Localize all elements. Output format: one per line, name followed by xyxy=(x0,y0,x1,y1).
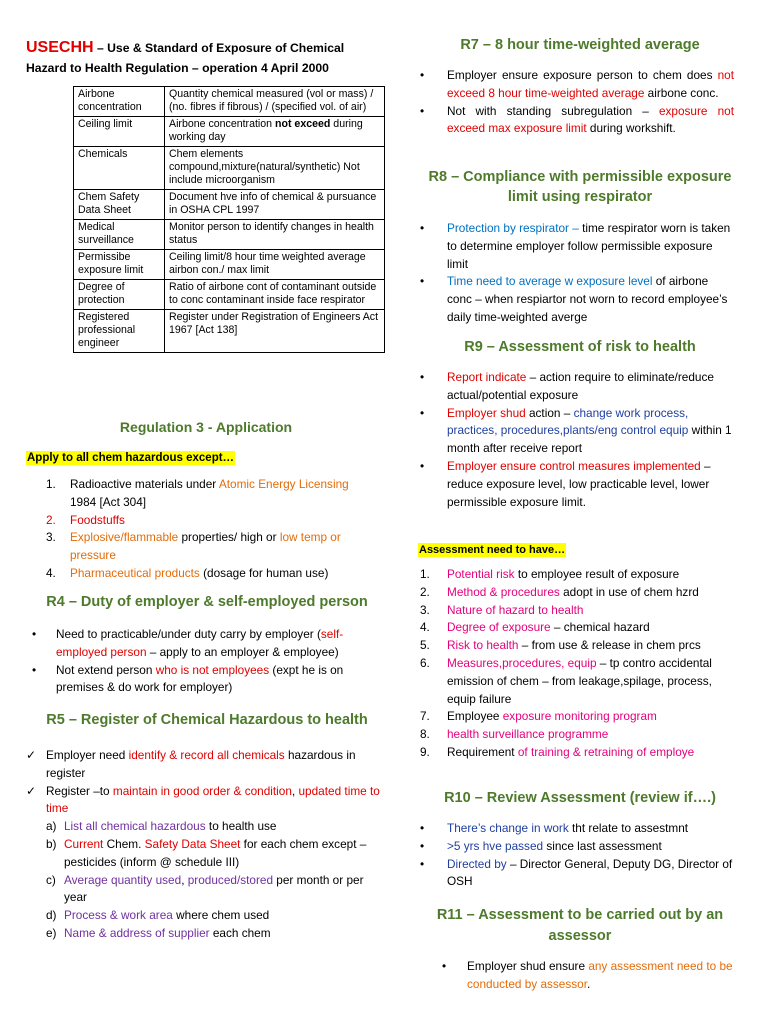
item-text: for each chem except – pesticides (inform @ schedule III) xyxy=(64,836,367,869)
bullet-icon: • xyxy=(420,274,425,289)
item-number: 7. xyxy=(420,709,430,724)
list-item xyxy=(26,565,388,583)
item-highlight: Pharmaceutical products xyxy=(70,565,200,580)
item-highlight: Atomic Energy Licensing xyxy=(218,477,349,491)
item-text: airbone conc. xyxy=(644,85,719,100)
item-highlight: Potential risk xyxy=(447,567,515,581)
item-marker: c) xyxy=(46,872,56,887)
list-item xyxy=(26,476,388,512)
item-text: since last assessment xyxy=(543,838,662,853)
highlight-text: Apply to all chem hazardous except… xyxy=(27,452,235,464)
definition-bold: not exceed xyxy=(275,118,331,130)
item-text: action – xyxy=(525,405,574,420)
list-item xyxy=(412,820,734,838)
term-cell: Permissibe exposure limit xyxy=(74,250,165,280)
item-highlight: Protection by respirator – xyxy=(447,221,579,235)
item-highlight: Time need to average w exposure level xyxy=(447,274,653,289)
item-text: – tp contro accidental emission of chem – from leakage,spilage, process, equip failure xyxy=(447,655,712,706)
item-text: Not extend person xyxy=(56,662,156,677)
item-marker: b) xyxy=(46,836,57,851)
r8-heading: R8 – Compliance with permissible exposure limit using respirator xyxy=(428,169,732,205)
item-text: to employee result of exposure xyxy=(514,567,680,581)
item-highlight: Report indicate xyxy=(447,370,527,384)
item-text: Chem. xyxy=(103,836,145,851)
term-cell: Ceiling limit xyxy=(74,117,165,147)
bullet-icon: • xyxy=(420,405,425,420)
list-item xyxy=(412,273,734,326)
item-highlight: Current xyxy=(64,836,104,851)
definition-cell: Ratio of airbone cont of contaminant outside to conc contaminant inside face respirator xyxy=(165,280,385,310)
item-highlight: Risk to health xyxy=(447,638,519,653)
item-highlight: of training & retraining of employe xyxy=(517,744,695,759)
list-item xyxy=(26,907,388,925)
item-text: within 1 month after receive report xyxy=(447,423,732,456)
item-text: Not with standing subregulation – xyxy=(447,103,659,118)
r9-list xyxy=(412,369,734,511)
term-cell: Chemicals xyxy=(74,147,165,190)
item-highlight: Foodstuffs xyxy=(70,512,125,527)
r10-list xyxy=(412,820,734,891)
item-text: (expt he is on premises & do work for employer) xyxy=(56,662,344,695)
item-highlight: identify & record all chemicals xyxy=(128,748,285,762)
item-highlight: any assessment need to be conducted by assessor xyxy=(467,959,733,991)
list-item xyxy=(26,529,388,565)
item-number: 1. xyxy=(420,567,430,581)
item-number: 4. xyxy=(46,565,56,580)
list-item xyxy=(412,103,734,139)
list-item xyxy=(26,818,388,836)
r4-list xyxy=(26,626,388,697)
list-item xyxy=(412,584,737,602)
r7-heading: R7 – 8 hour time-weighted average xyxy=(460,37,700,53)
item-text: per month or per year xyxy=(64,872,364,905)
item-text: Employer need xyxy=(46,748,129,762)
list-item xyxy=(412,726,737,744)
item-highlight: change work process, practices, procedures,plants/eng control equip xyxy=(447,405,689,438)
list-item xyxy=(26,512,388,530)
r7-list xyxy=(412,67,734,138)
definition-text: Airbone concentration xyxy=(169,118,276,130)
table-row xyxy=(74,280,385,310)
definition-cell: Quantity chemical measured (vol or mass) / (no. fibres if fibrous) / (specified vol. of air) xyxy=(165,87,385,117)
item-text: , xyxy=(181,872,188,887)
list-item xyxy=(412,619,737,637)
item-highlight: Average quantity used xyxy=(64,872,182,887)
list-item xyxy=(26,626,388,662)
list-item xyxy=(412,958,742,994)
list-item xyxy=(412,655,737,708)
item-text: Employee xyxy=(447,709,503,724)
reg3-list xyxy=(26,476,388,583)
r11-heading: R11 – Assessment to be carried out by an assessor xyxy=(436,907,724,944)
table-row xyxy=(74,310,385,353)
definition-cell: Monitor person to identify changes in health status xyxy=(165,220,385,250)
item-highlight: exposure not exceed max exposure limit xyxy=(447,103,734,136)
item-text: adopt in use of chem hzrd xyxy=(559,584,699,599)
item-text: – action require to eliminate/reduce actual/potential exposure xyxy=(447,370,714,402)
item-highlight: self-employed person xyxy=(56,627,344,659)
item-text: – Director General, Deputy DG, Director of OSH xyxy=(447,856,733,889)
item-highlight: updated time to time xyxy=(46,783,380,816)
item-marker: e) xyxy=(46,925,57,940)
list-item xyxy=(412,637,737,655)
item-highlight: There’s change in work xyxy=(447,821,569,835)
bullet-icon: • xyxy=(420,370,425,384)
item-number: 9. xyxy=(420,744,430,759)
definition-cell: Ceiling limit/8 hour time weighted average airbon con./ max limit xyxy=(165,250,385,280)
item-text: – reduce exposure level, low practicable level, lower permissible exposure limit. xyxy=(447,458,711,509)
item-text: (dosage for human use) xyxy=(199,565,329,580)
table-row xyxy=(74,190,385,220)
table-row xyxy=(74,147,385,190)
list-item xyxy=(412,856,734,892)
list-item xyxy=(412,369,734,405)
item-number: 5. xyxy=(420,638,430,653)
item-highlight: Process & work area xyxy=(64,908,173,923)
list-item xyxy=(26,836,388,872)
item-text: Employer shud ensure xyxy=(467,959,589,973)
item-highlight: Nature of hazard to health xyxy=(447,602,584,617)
item-highlight: who is not employees xyxy=(155,662,270,677)
definition-cell: Document hve info of chemical & pursuance in OSHA CPL 1997 xyxy=(165,190,385,220)
table-row xyxy=(74,220,385,250)
list-item xyxy=(26,747,388,783)
bullet-icon: • xyxy=(420,821,425,835)
definition-cell: Chem elements compound,mixture(natural/synthetic) Not include microorganism xyxy=(165,147,385,190)
item-number: 6. xyxy=(420,655,430,670)
item-text: Register –to xyxy=(46,783,113,798)
item-highlight: low temp or pressure xyxy=(70,530,341,563)
title-line-2: Hazard to Health Regulation – operation 4 April 2000 xyxy=(26,61,329,75)
item-highlight: Employer ensure control measures implemented xyxy=(447,458,701,473)
list-item xyxy=(26,925,388,943)
list-item xyxy=(412,458,734,511)
item-text: Radioactive materials under xyxy=(70,477,219,491)
item-text: tht relate to assestmnt xyxy=(568,821,689,835)
item-highlight: Employer shud xyxy=(447,405,526,420)
title-line-1: – Use & Standard of Exposure of Chemical xyxy=(93,41,345,55)
item-highlight: exposure monitoring program xyxy=(502,709,657,724)
bullet-icon: • xyxy=(442,959,447,973)
bullet-icon: • xyxy=(420,221,425,235)
bullet-icon: • xyxy=(420,838,425,853)
list-item xyxy=(26,662,388,698)
item-text: Requirement xyxy=(447,744,518,759)
reg3-highlight xyxy=(26,448,235,466)
brand-title: USECHH xyxy=(26,39,94,56)
item-marker: a) xyxy=(46,819,57,834)
item-marker: d) xyxy=(46,908,57,923)
list-item xyxy=(412,566,737,584)
assessment-list xyxy=(412,566,737,762)
item-highlight: Degree of exposure xyxy=(447,620,551,635)
item-text: hazardous in register xyxy=(46,748,356,780)
item-highlight: Name & address of supplier xyxy=(64,925,210,940)
item-text: of airbone conc – when respiartor not worn to record employee’s daily time-weighted averge xyxy=(447,274,728,324)
list-item xyxy=(412,838,734,856)
term-cell: Registered professional engineer xyxy=(74,310,165,353)
r4-heading: R4 – Duty of employer & self-employed person xyxy=(46,594,368,610)
checkmark-icon: ✓ xyxy=(26,783,36,798)
bullet-icon: • xyxy=(32,627,37,641)
table-row xyxy=(74,117,385,147)
highlight-text: Assessment need to have… xyxy=(419,544,566,556)
list-item xyxy=(412,708,737,726)
item-text: each chem xyxy=(209,925,271,940)
item-text: . xyxy=(587,976,591,991)
checkmark-icon: ✓ xyxy=(26,748,36,762)
definition-text: during working day xyxy=(169,118,363,143)
item-text: during workshift. xyxy=(586,121,676,136)
bullet-icon: • xyxy=(420,103,425,118)
reg3-heading: Regulation 3 - Application xyxy=(119,419,293,435)
term-cell: Degree of protection xyxy=(74,280,165,310)
item-text: , xyxy=(291,783,299,798)
item-highlight: Measures,procedures, equip xyxy=(447,655,597,670)
list-item xyxy=(412,405,734,458)
list-item xyxy=(412,744,737,762)
r10-heading: R10 – Review Assessment (review if….) xyxy=(444,790,716,806)
list-item xyxy=(412,220,734,273)
item-highlight: Method & procedures xyxy=(447,584,560,599)
item-number: 2. xyxy=(46,512,56,527)
item-text: time respirator worn is taken to determine employer follow permissible exposure limit xyxy=(447,221,731,271)
definitions-table xyxy=(73,86,385,353)
r5-heading: R5 – Register of Chemical Hazardous to health xyxy=(46,712,368,728)
r8-list xyxy=(412,220,734,327)
term-cell: Medical surveillance xyxy=(74,220,165,250)
item-highlight: not exceed 8 hour time-weighted average xyxy=(447,68,734,100)
item-text: – apply to an employer & employee) xyxy=(146,644,339,659)
item-text: – from use & release in chem prcs xyxy=(518,638,701,653)
term-cell: Chem Safety Data Sheet xyxy=(74,190,165,220)
item-highlight: Directed by xyxy=(447,856,507,871)
item-highlight: produced/stored xyxy=(187,872,274,887)
bullet-icon: • xyxy=(420,458,425,473)
item-number: 2. xyxy=(420,584,430,599)
item-highlight: maintain in good order & condition xyxy=(112,783,292,798)
item-text: where chem used xyxy=(172,908,270,923)
item-text: Employer ensure exposure person to chem does xyxy=(447,68,718,82)
table-row xyxy=(74,250,385,280)
bullet-icon: • xyxy=(420,856,425,871)
item-text: Need to practicable/under duty carry by employer ( xyxy=(56,627,321,641)
item-number: 8. xyxy=(420,727,430,742)
r9-heading: R9 – Assessment of risk to health xyxy=(464,339,696,355)
item-highlight: Safety Data Sheet xyxy=(144,836,241,851)
definition-cell xyxy=(165,117,385,147)
r9-highlight xyxy=(418,540,566,558)
item-number: 1. xyxy=(46,477,56,491)
document-title xyxy=(26,38,396,78)
definition-cell: Register under Registration of Engineers Act 1967 [Act 138] xyxy=(165,310,385,353)
item-highlight: Explosive/flammable xyxy=(70,530,179,545)
item-text: properties/ high or xyxy=(178,530,280,545)
list-item xyxy=(412,602,737,620)
list-item xyxy=(412,67,734,103)
term-cell: Airbone concentration xyxy=(74,87,165,117)
item-text: to health use xyxy=(205,819,277,834)
list-item xyxy=(26,872,388,908)
item-text: 1984 [Act 304] xyxy=(70,494,147,509)
item-highlight: >5 yrs hve passed xyxy=(447,838,544,853)
bullet-icon: • xyxy=(420,68,425,82)
item-number: 3. xyxy=(46,530,56,545)
item-number: 3. xyxy=(420,602,430,617)
r5-list xyxy=(26,747,388,943)
item-number: 4. xyxy=(420,620,430,635)
list-item xyxy=(26,783,388,819)
item-highlight: health surveillance programme xyxy=(447,727,609,742)
r11-list xyxy=(412,958,742,994)
item-highlight: List all chemical hazardous xyxy=(64,819,206,834)
table-row xyxy=(74,87,385,117)
bullet-icon: • xyxy=(32,662,37,677)
item-text: – chemical hazard xyxy=(550,620,650,635)
